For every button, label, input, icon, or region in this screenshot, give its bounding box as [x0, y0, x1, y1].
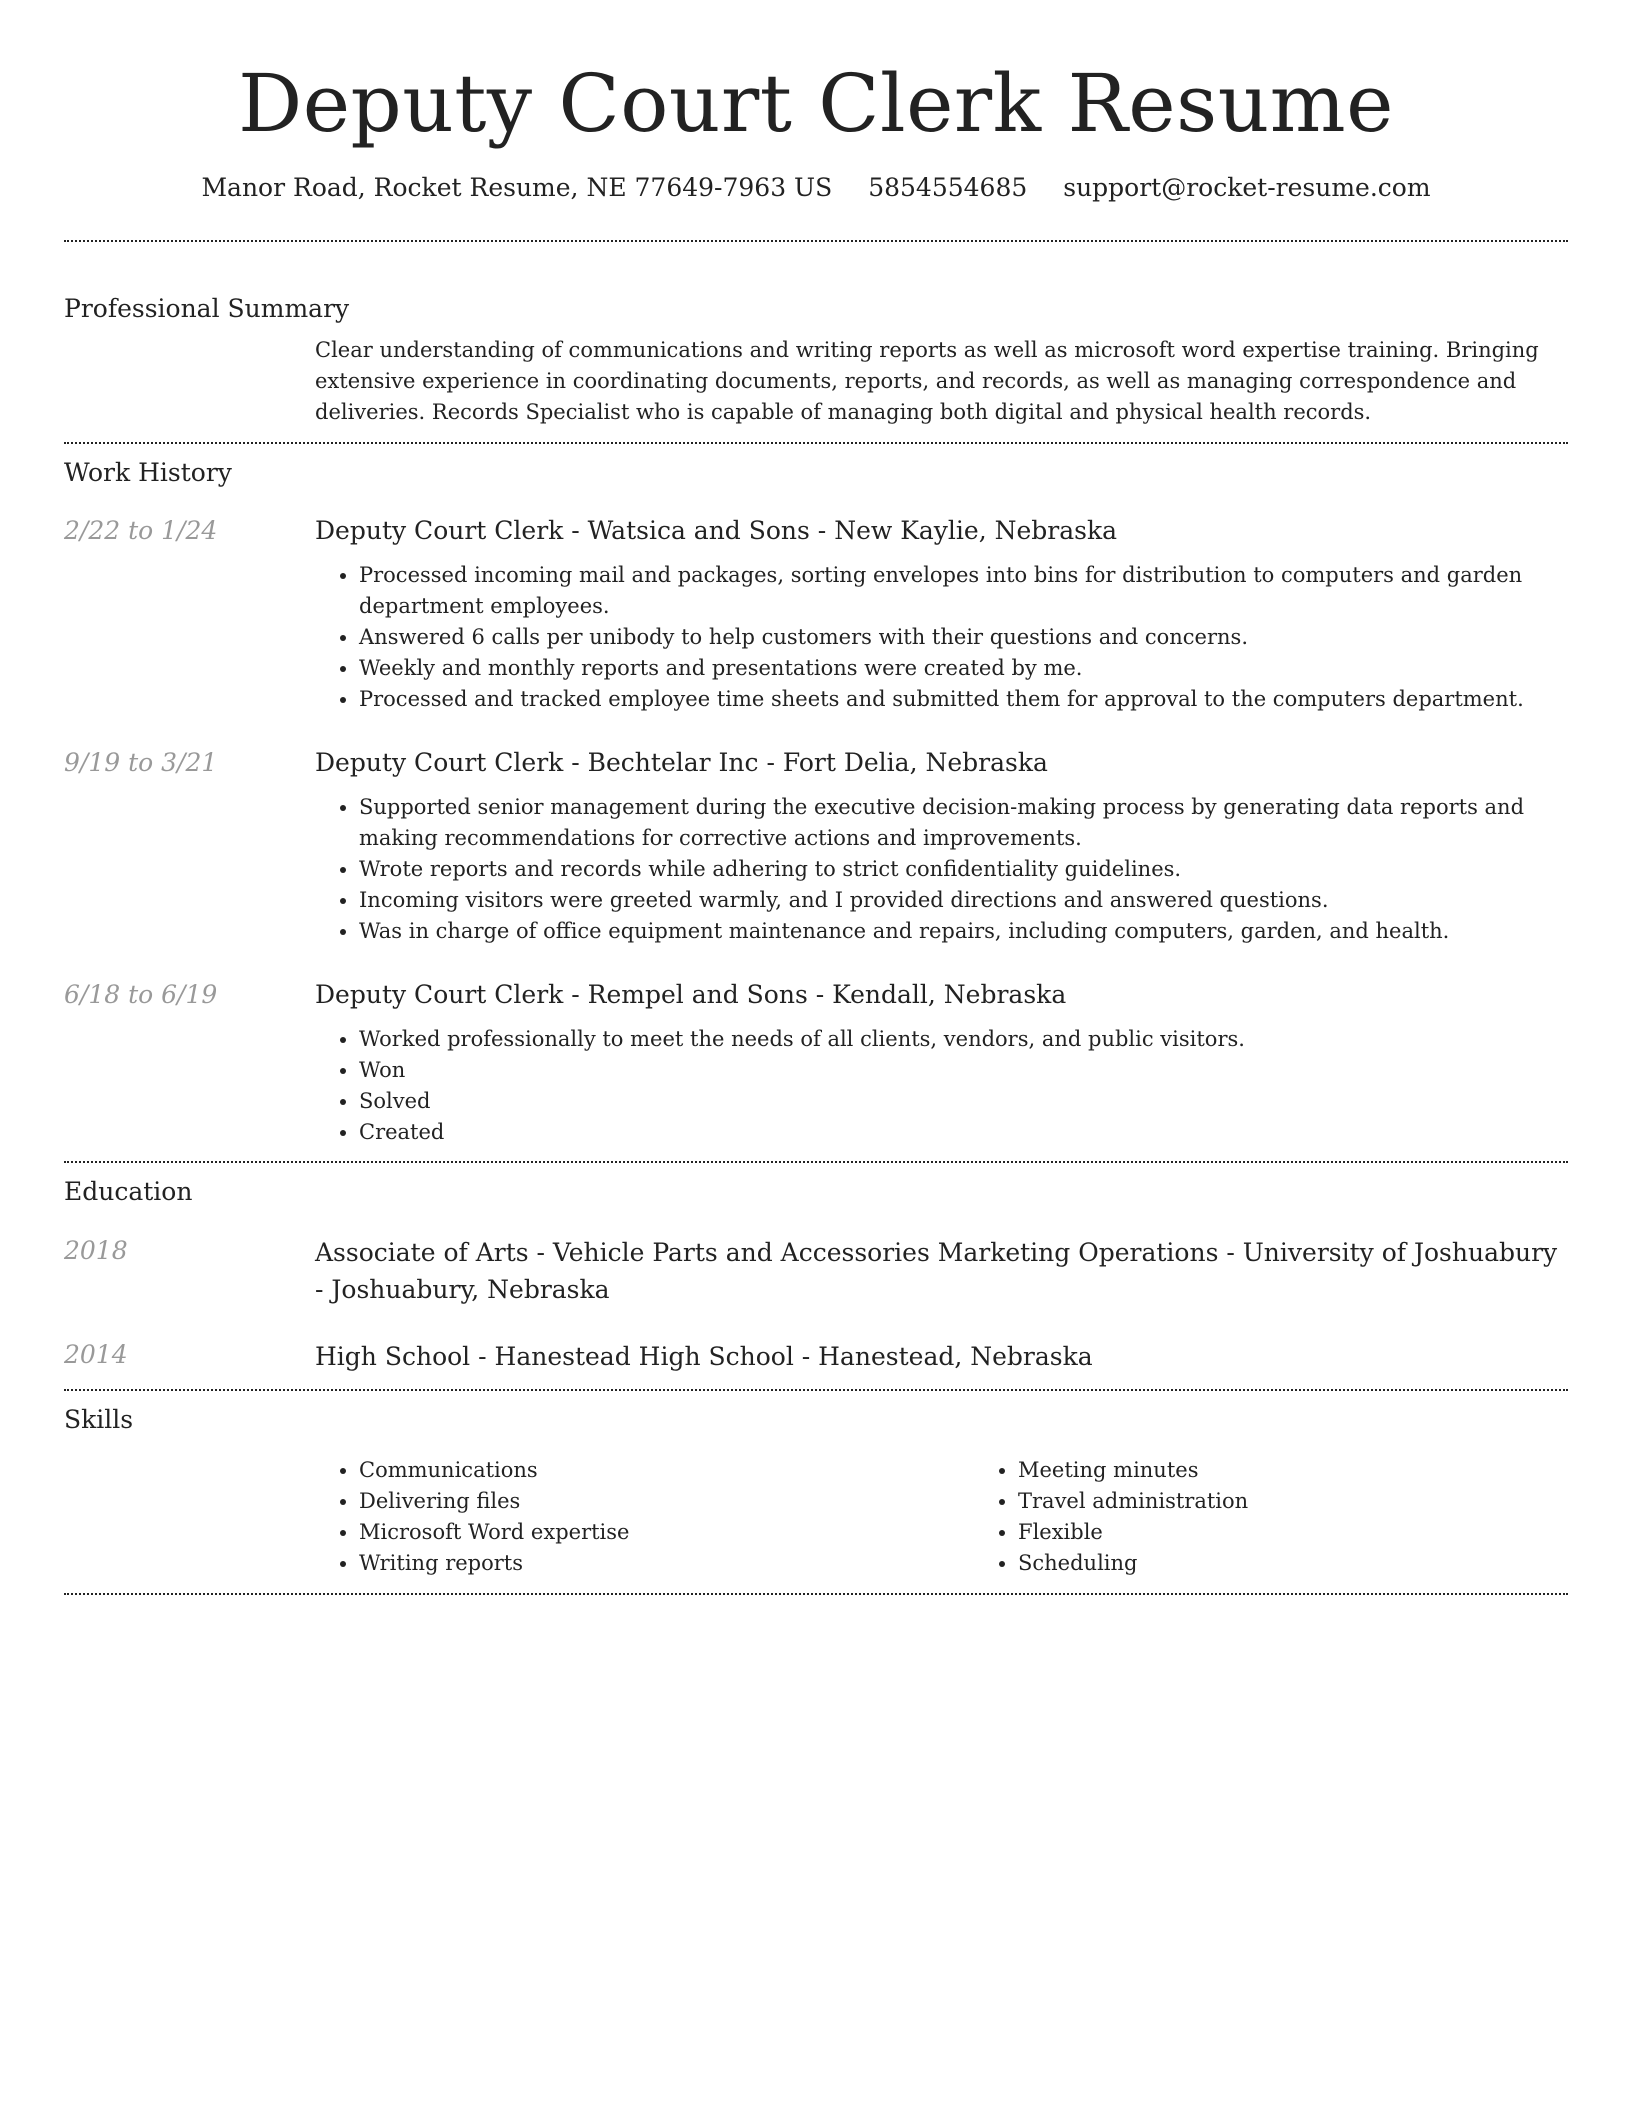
- education-heading: Education: [64, 1177, 193, 1206]
- degree-name: High School: [315, 1342, 471, 1371]
- education-section: [64, 1163, 1568, 1389]
- job-bullets: [315, 792, 1568, 947]
- job-title: Deputy Court Clerk - Watsica and Sons - New Kaylie, Nebraska: [315, 516, 1118, 545]
- skill-item: • Writing reports: [359, 1548, 974, 1579]
- list-item: • Created: [359, 1117, 1568, 1148]
- job-entry: [64, 514, 1568, 715]
- education-entry: [64, 1234, 1568, 1308]
- education-title: [315, 1338, 1568, 1375]
- job-entry: [64, 746, 1568, 947]
- list-item: • Processed incoming mail and packages, sorting envelopes into bins for distribution to computers and garden department employees.: [359, 560, 1568, 622]
- summary-spacer: [64, 335, 315, 428]
- contact-line: [64, 170, 1568, 206]
- resume-page: [64, 0, 1568, 1595]
- education-title: [315, 1234, 1568, 1308]
- job-bullets: [315, 560, 1568, 715]
- job-title: Deputy Court Clerk - Bechtelar Inc - Fort Delia, Nebraska: [315, 748, 1048, 777]
- contact-address: Manor Road, Rocket Resume, NE 77649-7963 US: [201, 173, 833, 202]
- job-bullets: [315, 1024, 1568, 1148]
- list-item: • Solved: [359, 1086, 1568, 1117]
- contact-email: support@rocket-resume.com: [1063, 173, 1431, 202]
- job-entry: [64, 978, 1568, 1148]
- summary-heading: Professional Summary: [64, 294, 350, 323]
- contact-phone: 5854554685: [868, 173, 1028, 202]
- list-item: • Answered 6 calls per unibody to help customers with their questions and concerns.: [359, 622, 1568, 653]
- skills-section: [64, 1391, 1568, 1593]
- list-item: • Incoming visitors were greeted warmly, and I provided directions and answered questions.: [359, 885, 1568, 916]
- list-item: • Supported senior management during the executive decision-making process by generating data reports and making recommendations for corrective actions and improvements.: [359, 792, 1568, 854]
- job-dates: 6/18 to 6/19: [64, 980, 218, 1009]
- resume-title: Deputy Court Clerk Resume: [238, 57, 1394, 150]
- skill-item: • Scheduling: [1018, 1548, 1632, 1579]
- education-details: - Hanestead High School - Hanestead, Nebraska: [470, 1342, 1093, 1371]
- skill-item: • Meeting minutes: [1018, 1455, 1632, 1486]
- skills-columns: [315, 1455, 1632, 1579]
- degree-name: Associate of Arts: [315, 1238, 529, 1267]
- summary-section: [64, 242, 1568, 442]
- job-title: Deputy Court Clerk - Rempel and Sons - Kendall, Nebraska: [315, 980, 1067, 1009]
- section-divider: [64, 1593, 1568, 1595]
- skills-heading: Skills: [64, 1405, 134, 1434]
- list-item: • Weekly and monthly reports and presentations were created by me.: [359, 653, 1568, 684]
- skill-item: • Flexible: [1018, 1517, 1632, 1548]
- skill-item: • Delivering files: [359, 1486, 974, 1517]
- list-item: • Was in charge of office equipment maintenance and repairs, including computers, garden, and health.: [359, 916, 1568, 947]
- summary-text: Clear understanding of communications and writing reports as well as microsoft word expertise training. Bringing extensive experience in coordinating documents, reports, and records, as well as managing correspondence and deliveries. Records Specialist who is capable of managing both digital and physical health records.: [315, 338, 1539, 424]
- work-history-heading: Work History: [64, 458, 232, 487]
- education-entry: [64, 1338, 1568, 1375]
- skill-item: • Travel administration: [1018, 1486, 1632, 1517]
- list-item: • Processed and tracked employee time sheets and submitted them for approval to the computers department.: [359, 684, 1568, 715]
- skills-list-left: [315, 1455, 974, 1579]
- list-item: • Won: [359, 1055, 1568, 1086]
- skill-item: • Communications: [359, 1455, 974, 1486]
- job-dates: 9/19 to 3/21: [64, 748, 218, 777]
- education-year: 2014: [64, 1340, 128, 1369]
- work-history-section: [64, 444, 1568, 1161]
- education-year: 2018: [64, 1236, 128, 1265]
- skill-item: • Microsoft Word expertise: [359, 1517, 974, 1548]
- list-item: • Wrote reports and records while adhering to strict confidentiality guidelines.: [359, 854, 1568, 885]
- skills-list-right: [974, 1455, 1632, 1579]
- list-item: • Worked professionally to meet the needs of all clients, vendors, and public visitors.: [359, 1024, 1568, 1055]
- job-dates: 2/22 to 1/24: [64, 516, 218, 545]
- skills-spacer: [64, 1455, 315, 1579]
- education-details: - Vehicle Parts and Accessories Marketing Operations - University of Joshuabury - Joshuabury, Nebraska: [315, 1238, 1558, 1304]
